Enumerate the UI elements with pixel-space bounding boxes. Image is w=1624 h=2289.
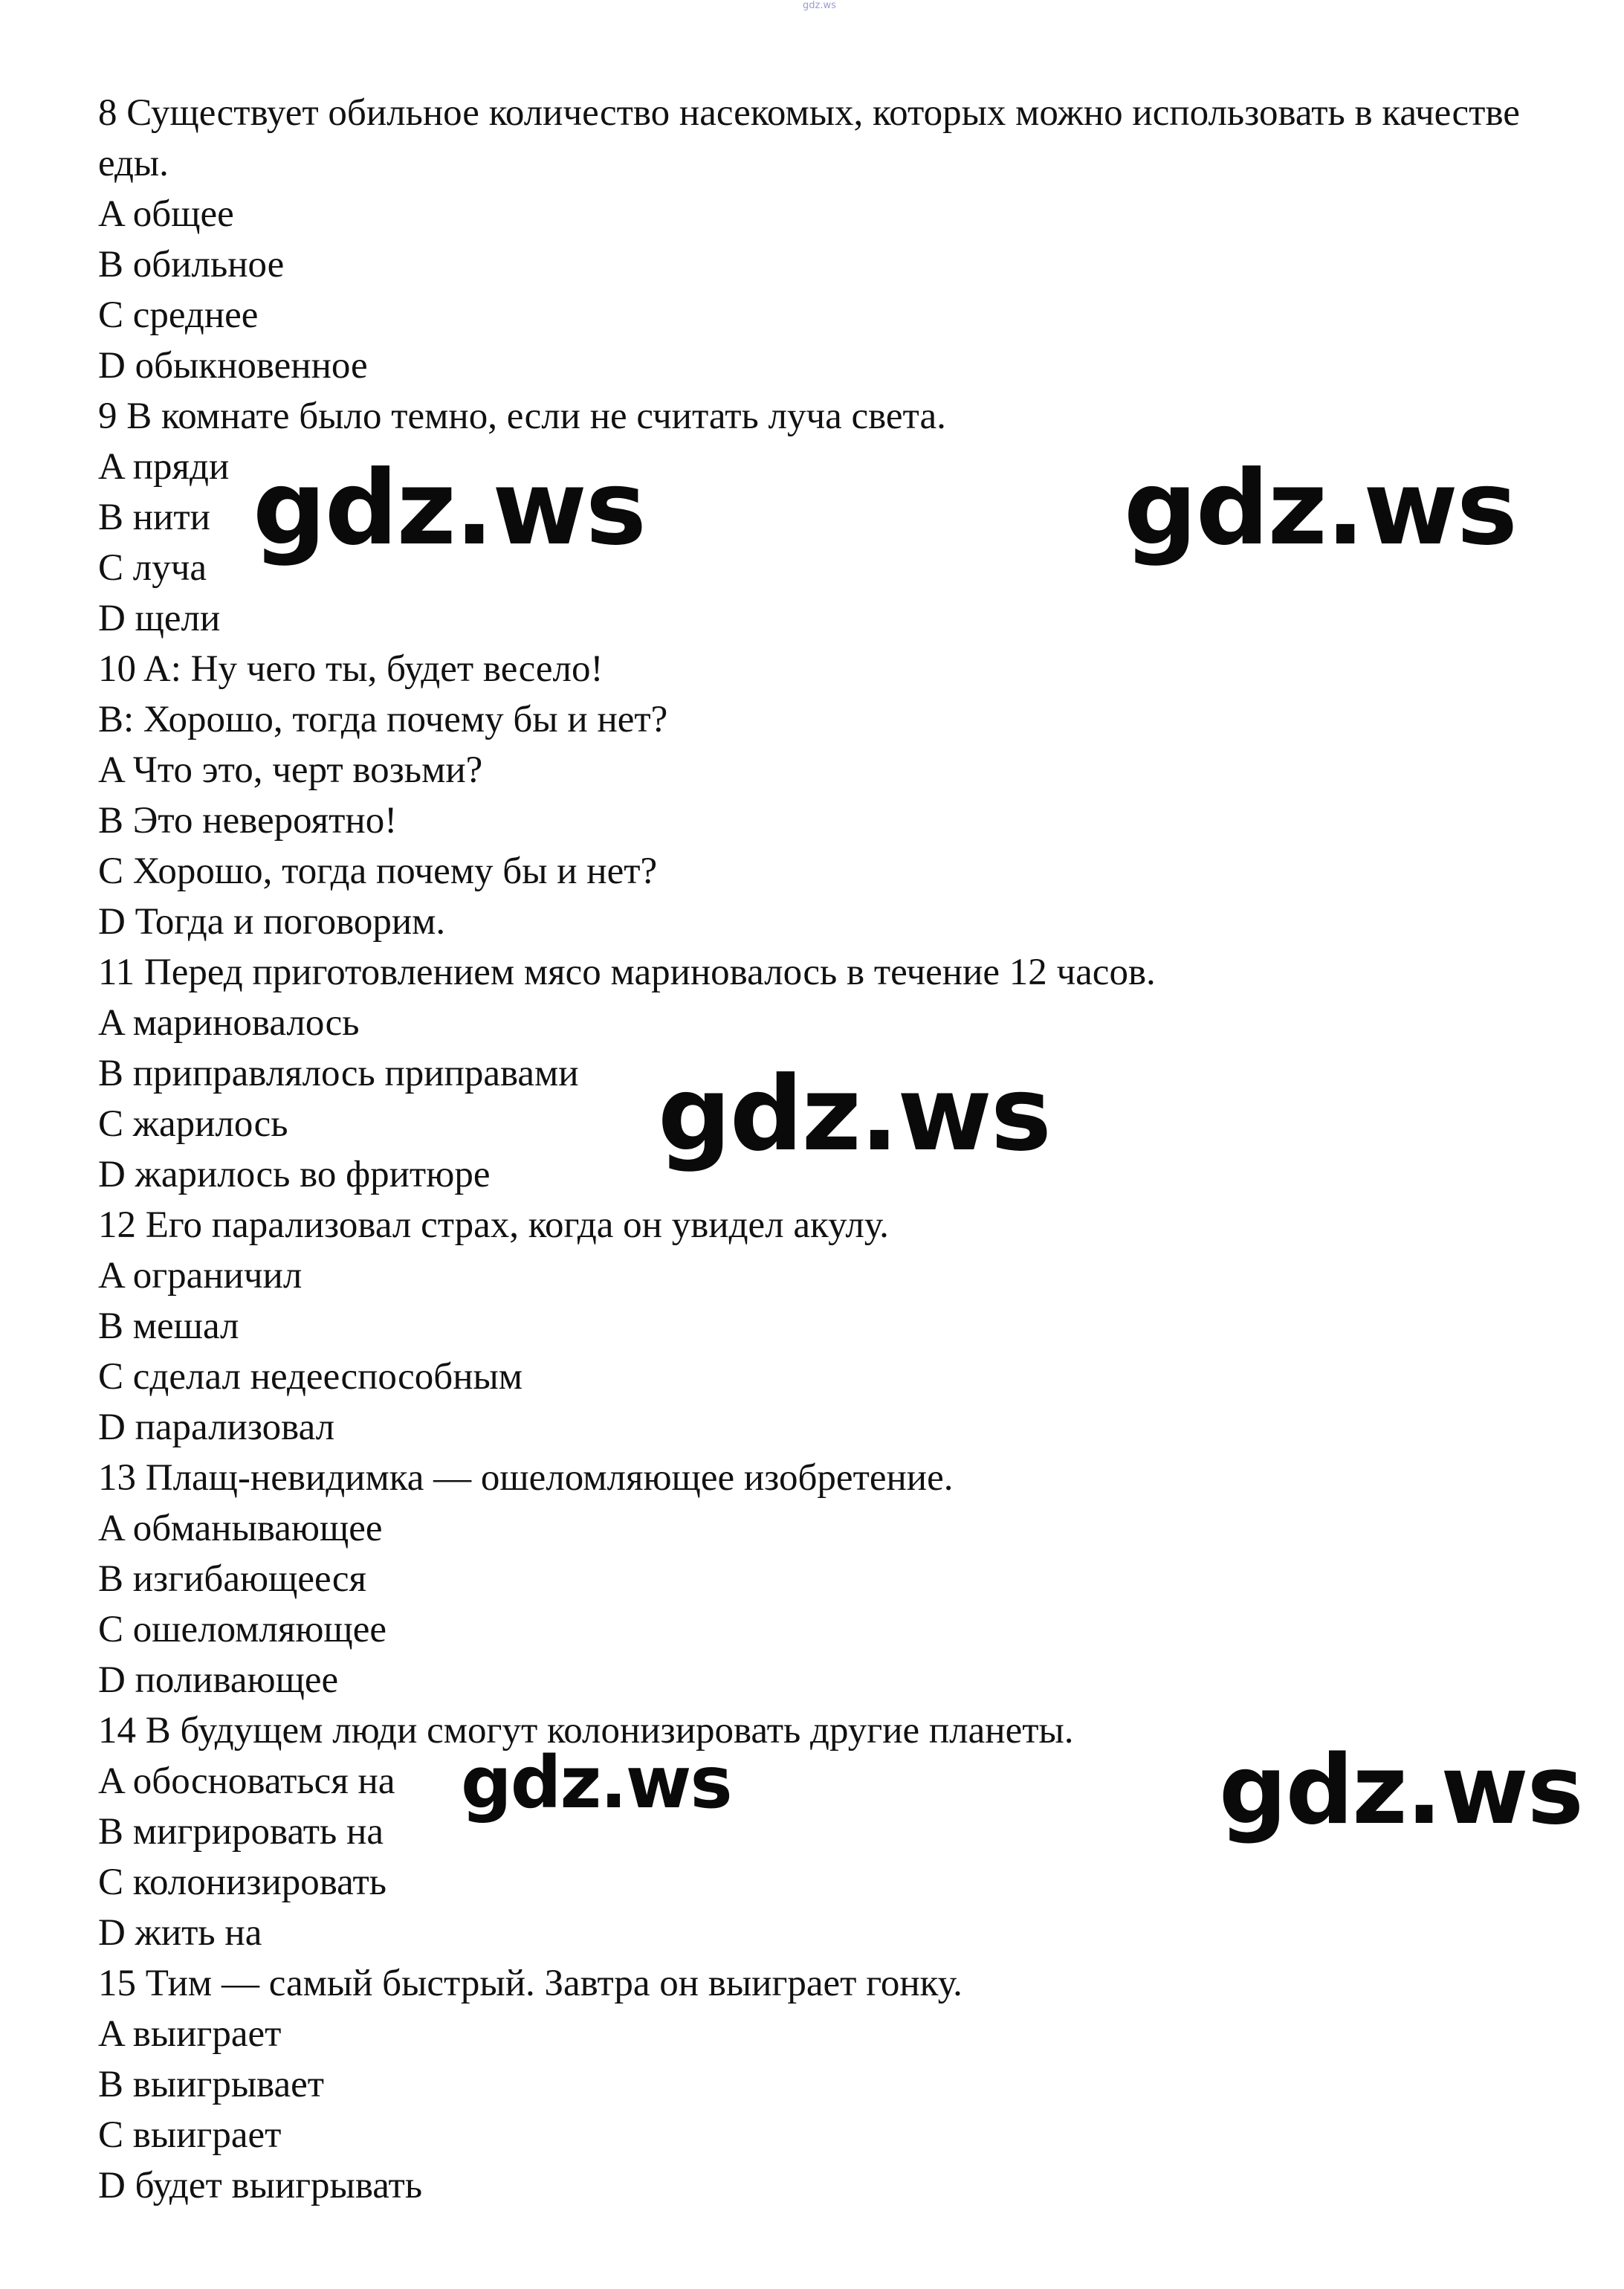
option-11d: D жарилось во фритюре [98, 1154, 491, 1195]
option-14a: A обосноваться на [98, 1760, 395, 1802]
question-8: 8 Существует обильное количество насекомых, которых можно использовать в качестве еды. [98, 92, 1520, 184]
option-15b: B выигрывает [98, 2064, 325, 2105]
option-13a: A обманывающее [98, 1508, 383, 1549]
option-9b: B нити [98, 497, 210, 538]
option-14c: C колонизировать [98, 1862, 387, 1903]
option-10b: B Это невероятно! [98, 800, 398, 842]
question-13: 13 Плащ-невидимка — ошеломляющее изобретение. [98, 1457, 954, 1499]
watermark: gdz.ws [461, 1741, 731, 1824]
option-10c: C Хорошо, тогда почему бы и нет? [98, 850, 658, 892]
header-watermark: gdz.ws [803, 0, 836, 11]
option-13c: C ошеломляющее [98, 1609, 386, 1650]
option-9c: C луча [98, 547, 207, 589]
option-8a: A общее [98, 193, 234, 235]
option-11c: C жарилось [98, 1103, 288, 1145]
option-11b: B приправлялось приправами [98, 1053, 579, 1094]
question-9: 9 В комнате было темно, если не считать луча света. [98, 396, 946, 437]
option-10d: D Тогда и поговорим. [98, 901, 446, 943]
question-12: 12 Его парализовал страх, когда он увидел акулу. [98, 1204, 889, 1246]
question-10: 10 A: Ну чего ты, будет весело! [98, 648, 604, 690]
option-10a: A Что это, черт возьми? [98, 749, 483, 791]
option-15c: C выиграет [98, 2114, 282, 2156]
question-11: 11 Перед приготовлением мясо мариновалось в течение 12 часов. [98, 952, 1156, 993]
option-12d: D парализовал [98, 1407, 335, 1448]
option-12b: B мешал [98, 1305, 239, 1347]
question-14: 14 В будущем люди смогут колонизировать другие планеты. [98, 1710, 1074, 1752]
watermark: gdz.ws [253, 448, 645, 568]
option-15d: D будет выигрывать [98, 2165, 423, 2206]
watermark: gdz.ws [1124, 448, 1516, 568]
option-11a: A мариновалось [98, 1002, 360, 1044]
option-9d: D щели [98, 598, 221, 639]
option-8c: C среднее [98, 294, 259, 336]
option-9a: A пряди [98, 446, 230, 488]
watermark: gdz.ws [1219, 1735, 1582, 1846]
option-8b: B обильное [98, 244, 285, 285]
option-12c: C сделал недееспособным [98, 1356, 523, 1398]
question-15: 15 Тим — самый быстрый. Завтра он выиграет гонку. [98, 1963, 963, 2004]
option-14d: D жить на [98, 1912, 262, 1954]
option-8d: D обыкновенное [98, 345, 368, 387]
option-14b: B мигрировать на [98, 1811, 384, 1853]
option-12a: A ограничил [98, 1255, 303, 1297]
option-13d: D поливающее [98, 1659, 339, 1701]
option-13b: B изгибающееся [98, 1558, 367, 1600]
question-10-reply: B: Хорошо, тогда почему бы и нет? [98, 699, 668, 740]
watermark: gdz.ws [658, 1054, 1050, 1174]
option-15a: A выиграет [98, 2013, 282, 2055]
